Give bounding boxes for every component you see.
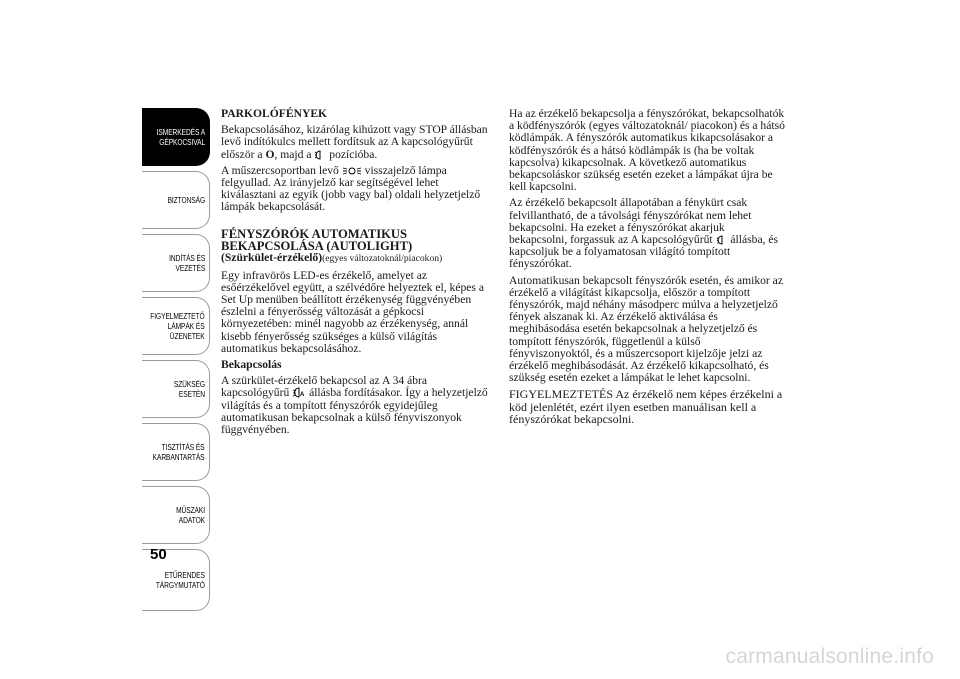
text: Bekapcsolásához, kizárólag kihúzott vagy STOP állásban levő indítókulcs mellett fordítsuk az A kapcsológyűrűt először a [221,123,488,161]
side-lights-indicator-icon [342,166,362,176]
tab-szukseg[interactable] [142,360,210,418]
text: A szürkület-érzékelő bekapcsol az A 34 ábra kapcsológyűrű [221,374,428,400]
paragraph: Egy infravörös LED-es érzékelő, amelyet az esőérzékelővel együtt, a szélvédőre helyeztek el, képes a Set Up menüben beállított érzékenység függvényében észlelni a fényerősség változását a gépkocsi környezetében: minél nagyobb az érzékenység, annál kisebb fényerősség szükséges a külső világítás automatikus bekapcsolásához. [221,268,484,355]
section-heading: PARKOLÓFÉNYEK [221,107,328,120]
tab-inditas[interactable] [142,234,210,292]
paragraph: Ha az érzékelő bekapcsolja a fényszórókat, bekapcsolhatók a ködfényszórók (egyes változatoknál/ piacokon) és a hátsó ködlámpák. A fényszórók automatikus kikapcsolásakor a ködfényszórók és a hátsó ködlámpák is (ha be voltak kapcsolva) kikapcsolnak. A következő automatikus bekapcsoláskor szükség esetén ezeket a lámpákat újra be kell kapcsolni. [509,107,785,194]
svg-text:A: A [300,392,305,399]
tab-figyelmezteto[interactable] [142,297,210,355]
position-o-label: O [265,147,275,161]
tab-label: ETŰRENDES TÁRGYMUTATÓ [156,570,205,590]
tab-biztonsag[interactable] [142,171,210,229]
tab-label: TISZTÍTÁS ÉS KARBANTARTÁS [153,442,205,462]
tab-label: SZÜKSÉG ESETÉN [173,379,205,399]
page-number: 50 [150,546,167,563]
left-column [221,108,493,440]
subheading [221,252,493,265]
paragraph [221,165,493,214]
warning-label: FIGYELMEZTETÉS [509,387,613,402]
text: állásba fordításakor. Így a helyzetjelző világítás és a tompított fényszórók egyidejűleg automatikusan bekapcsolnak a külső fényviszonyok függvényében. [221,386,488,437]
tab-muszaki[interactable] [142,486,210,544]
right-column [509,108,785,429]
auto-light-icon [292,387,306,398]
subheading-bold: (Szürkület-érzékelő) [221,251,323,265]
text: pozícióba. [326,147,378,161]
text: Az érzékelő bekapcsolt állapotában a fénykürt csak felvillantható, de a távolsági fényszórókat nem lehet bekapcsolni. Ha ezeket a fényszórókat akarjuk bekapcsolni, forgassuk az A kapcsológyűrűt [509,196,752,247]
text: Az érzékelő nem képes érzékelni a köd jelenlétét, ezért ilyen esetben manuálisan kell a fényszórókat bekapcsolni. [509,387,783,426]
paragraph [221,124,493,161]
tab-label: ISMERKEDÉS A GÉPKOCSIVAL [156,127,205,147]
tab-label: INDÍTÁS ÉS VEZETÉS [168,253,205,273]
tab-ismerkedes[interactable] [142,108,210,166]
text: állásba, és kapcsoljuk be a folyamatosan világító tompított fényszórókat. [509,233,779,271]
text: visszajelző lámpa felgyullad. Az irányjelző kar segítségével lehet kiválasztani az egyik (jobb vagy bal) oldali helyzetjelző lámpák bekapcsolását. [221,163,481,214]
tab-tisztitas[interactable] [142,423,210,481]
tab-label: FIGYELMEZTETŐ LÁMPÁK ÉS ÜZENETEK [150,311,205,341]
watermark: carmanualsonline.info [725,645,934,668]
tab-label: MŰSZAKI ADATOK [176,505,205,525]
section-heading: FÉNYSZÓRÓK AUTOMATIKUS BEKAPCSOLÁSA (AUTOLIGHT) [221,226,413,254]
paragraph: Automatikusan bekapcsolt fényszórók esetén, és amikor az érzékelő a világítást kikapcsolja, először a tompított fényszórók, majd néhány másodperc múlva a helyzetjelző fények alszanak ki. Az érzékelő aktiválása és meghibásodása esetén bekapcsolnak a helyzetjelző és tompított fényszórók, függetlenül a külső fényviszonyoktól, és a műszercsoport kijelzője jelzi az érzékelő meghibásodását. Az érzékelő kikapcsolható, és szükség esetén ezeket a lámpákat le lehet kapcsolni. [509,273,783,385]
low-beam-icon [716,235,728,245]
paragraph [221,375,493,436]
warning-paragraph [509,388,785,425]
subheading: Bekapcsolás [221,358,282,372]
text: , majd a [274,147,315,161]
paragraph [509,197,785,270]
text: A műszercsoportban levő [221,163,342,177]
tab-label: BIZTONSÁG [167,195,205,205]
parking-light-icon [314,150,326,160]
subheading-note: (egyes változatoknál/piacokon) [322,253,443,265]
